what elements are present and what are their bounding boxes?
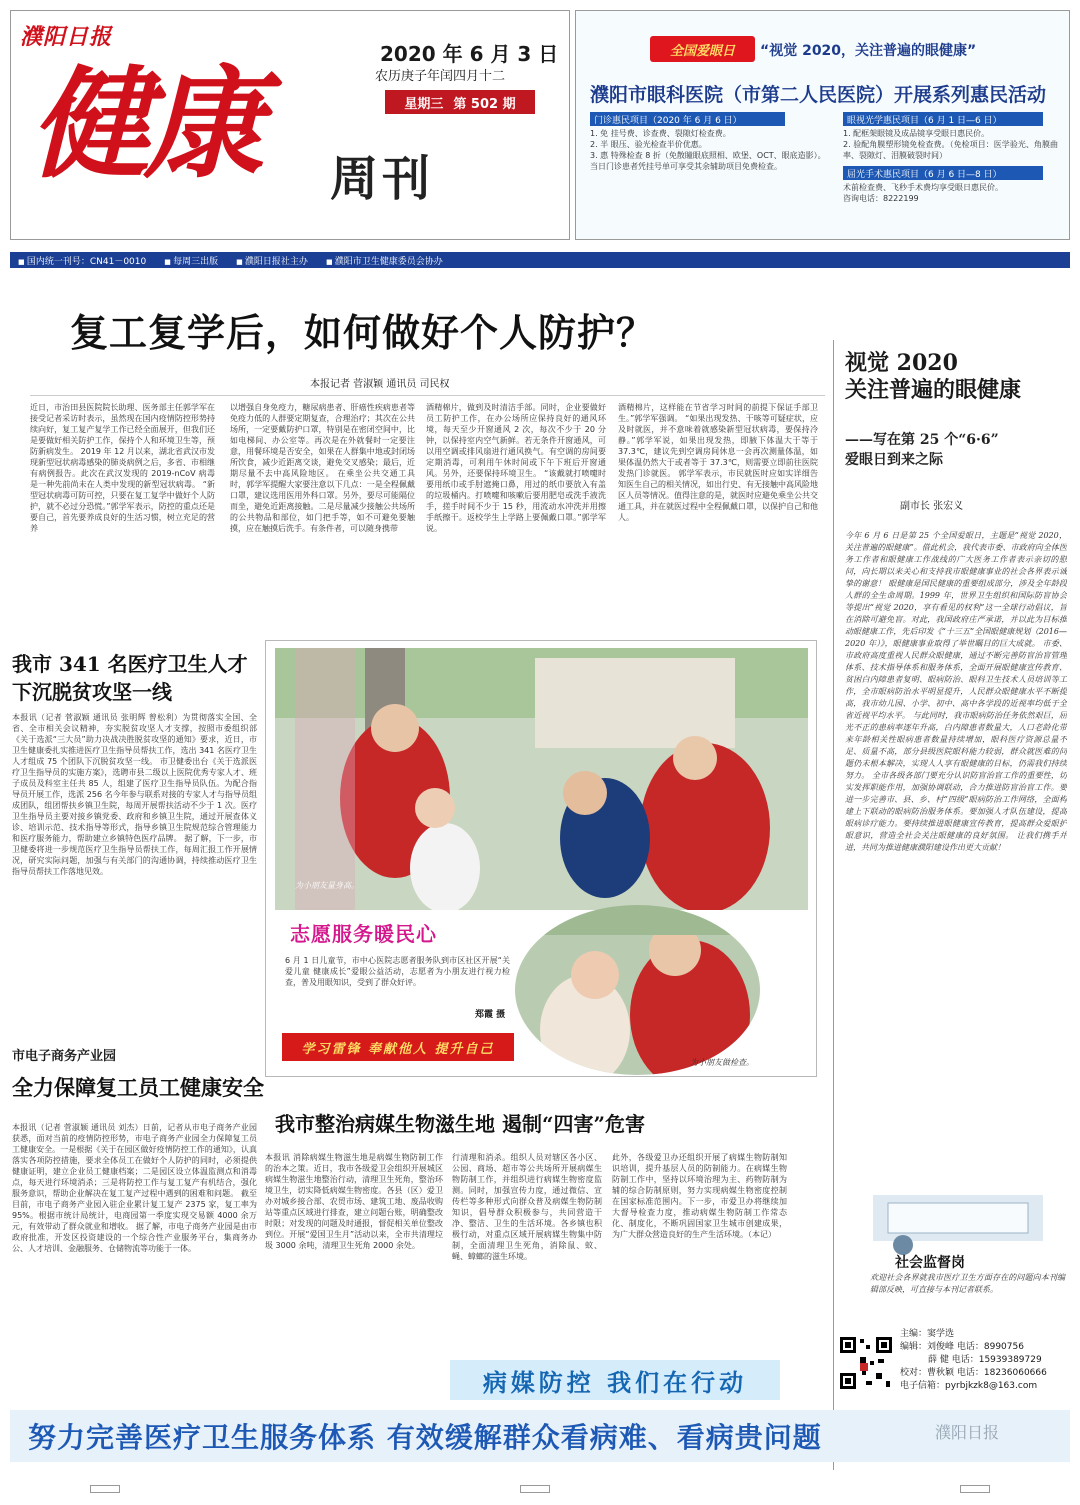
info-bar [10, 252, 1070, 268]
paper-logo: 濮阳日报 [20, 24, 113, 50]
vision-body: 今年 6 月 6 日是第 25 个全国爱眼日，主题是“视觉 2020，关注普遍的眼健康”。借此机会，我代表市委、市政府向全体医务工作者和眼健康工作战线的广大医务工作者表示亲切的慰问，向长期以来关心和支持我市眼健康事业的社会各界表示诚挚的谢意！ 眼健康是国民健康的重要组成部分，涉及全年龄段人群的全生命周期。1999 年，世界卫生组织和国际防盲协会等提出“视觉 2020，享有看见的权利”这一全球行动倡议，旨在消除可避免盲。对此，我国政府庄严承诺，并以此为目标推动眼健康工作，先后印发《“十三五”全国眼健康规划（2016—2020 年）》，眼健康事业取得了举世瞩目的巨大成就。 市委、市政府高度重视人民群众眼健康，通过不断完善防盲治盲管理体系、技术指导体系和服务体系，全面开展眼健康宣传教育、贫困白内障患者复明、眼病防治、眼科卫生技术人员培训等工作，全市眼病防治水平明显提升，人民群众眼健康水平不断提高，我市幼儿园、小学、初中、高中各学段的近视率均低于全省近视平均水平。 与此同时，我市眼病防治任务依然艰巨，屈光不正的患病率逐年升高，白内障患者数量大，人口老龄化带来年龄相关性眼病患者数量持续增加，眼科医疗资源总量不足、质量不高，部分县级医院眼科能力较弱，群众就医难的问题仍未根本解决，实现人人享有眼健康的目标，仍需我们持续努力。 全市各级各部门要充分认识防盲治盲工作的重要性，切实发挥职能作用，加强协调联动，合力推进防盲治盲工作。要进一步完善市、县、乡、村“四级”眼病防治工作网络，全面构建上下联动的眼病防治服务体系。要加强人才队伍建设，提高眼病诊疗能力。要持续推进眼健康宣传教育，提高群众爱眼护眼意识，营造全社会关注眼健康的良好氛围。 让我们携手并进，共同为推进健康濮阳建设作出更大贡献！ [845, 531, 1067, 852]
ecommerce-title: 全力保障复工员工健康安全 [12, 1075, 264, 1100]
photo-feature-title: 志愿服务暖民心 [290, 922, 437, 946]
volunteer-photo [275, 648, 808, 910]
hospital-ad-title: 濮阳市眼科医院（市第二人民医院）开展系列惠民活动 [590, 84, 1047, 106]
register-mark [960, 1485, 990, 1493]
checkup-photo [515, 905, 760, 1075]
editor-2: 薛 健 电话：15939389729 [928, 1355, 1042, 1365]
editor-chief: 主编：窦学选 [900, 1329, 955, 1339]
photo-caption-1: 为小朋友量身高。 [295, 881, 359, 890]
proofreader: 校对：曹秋颖 电话：18236060666 [900, 1368, 1047, 1378]
issue-number: 第 502 期 [453, 96, 516, 112]
publish-day: ■ 每周三出版 [164, 254, 218, 267]
issue-bar [385, 90, 535, 114]
weekday: 星期三 [404, 96, 444, 112]
masthead-subtitle: 周刊 [330, 151, 435, 207]
editor-1: 编辑：刘俊峰 电话：8990756 [900, 1342, 1024, 1352]
main-byline: 本报记者 菅淑颖 通讯员 司民权 [310, 379, 450, 390]
main-col-4: 酒精棉片，这样能在节省学习时间的前提下保证手部卫生。”郭学军强调。 “如果出现发热、干咳等可疑症状，应及时就医，并不意味着就感染新型冠状病毒，要保持冷静。”郭学军说，如果出现发热，即腋下体温大于等于 37.3℃，建议先到空调房间休息一会再次测量体温，如果体温仍然大于或者等于 37.3℃，则需要立即前往医院发热门诊就医。 郭学军表示，市民就医时应如实详细告知医生自己的相关情况，如出行史、有无接触中高风险地区人员等情况。值得注意的是，就医时应避免乘坐公共交通工具，并在就医过程中全程佩戴口罩，以保护自己和他人。 [618, 403, 818, 522]
eye-day-logo: 全国爱眼日 [650, 36, 755, 62]
co-sponsor: ■ 濮阳市卫生健康委员会协办 [326, 254, 443, 267]
pest-banner: 病媒防控 我们在行动 [450, 1360, 780, 1400]
poverty-body: 本报讯（记者 菅淑颖 通讯员 张明辉 曾松利）为贯彻落实全国、全省、全市相关会议精神，夯实脱贫攻坚人才支撑，按照市委组织部《关于选派“三大员”助力决战决胜脱贫攻坚的通知》要求，近日，市卫生健康委扎实推进医疗卫生指导员帮扶工作，选出 341 名医疗卫生人才组成 75 个团队下沉脱贫攻坚一线。 市卫健委出台《关于选派医疗卫生指导员的实施方案》，选聘市县二级以上医院优秀专家人才、班子成员及科室主任共 85 人，组建了医疗卫生指导员队伍。为配合指导员开展工作，选派 256 名今年参与联系对接的专家人才与指导员组成团队，组团帮扶乡镇卫生院，每周开展帮扶活动不少于 1 次。医疗卫生指导员主要对接乡镇党委、政府和乡镇卫生院，通过开展查体义诊、培训示范、技术指导等形式，指导乡镇卫生院规范综合管理能力和医疗服务能力，帮助建立乡镇特色医疗品牌。 据了解，下一步，市卫健委将进一步规范医疗卫生指导员帮扶工作，每周汇报工作开展情况，研究实际问题，加强与有关部门的沟通协调，持续推动医疗卫生指导员帮扶工作落地见效。 [12, 713, 257, 876]
checkup-photo-image [515, 905, 760, 1075]
clinic-tag: 门诊惠民项目（2020 年 6 月 6 日） [590, 112, 785, 126]
volunteer-photo-image [275, 648, 808, 910]
masthead-title: 健康 [30, 54, 258, 195]
main-col-2: 以增强自身免疫力，糖尿病患者、肝癌性疾病患者等免疫力低的人群要定期复查，合理治疗；其次在公共场所，一定要戴防护口罩，特别是在密闭空间中，比如电梯间、办公室等。再次是在外就餐时一定要注意，用餐环境是否安全，如果在人群集中地或封闭场所饮食，减少近距离交谈，避免交叉感染；最后，近期尽量不去中高风险地区。 在乘坐公共交通工具时，郭学军提醒大家要注意以下几点：一是全程佩戴口罩，建议选用医用外科口罩。另外，要尽可能隔位而坐，避免近距离接触。二是尽量减少接触公共场所的公共物品和部位，如门把手等，如不可避免要触摸，应在触摸后洗手。有条件者，可以随身携带 [230, 403, 415, 533]
vision-author: 副市长 张宏义 [900, 501, 964, 512]
supervision-body: 欢迎社会各界就我市医疗卫生方面存在的问题向本刊编辑部反映，可直接与本刊记者联系。 [870, 1273, 1065, 1294]
eye-day-slogan: “视觉 2020，关注普遍的眼健康” [760, 43, 977, 59]
lunar-date: 农历庚子年闰四月十二 [375, 69, 506, 84]
clinic-item: 当日门诊患者凭挂号单可享受其余辅助项目免费检查。 [590, 162, 782, 171]
photo-feature-caption: 6 月 1 日儿童节，市中心医院志愿者服务队到市区社区开展“关爱儿童 健康成长”爱眼公益活动，志愿者为小朋友进行视力检查，普及用眼知识，受到了群众好评。 [285, 956, 510, 987]
main-headline: 复工复学后，如何做好个人防护？ [70, 310, 656, 355]
column-rule [833, 340, 834, 1470]
ecommerce-kicker: 市电子商务产业园 [12, 1049, 117, 1064]
surgery-items [843, 182, 1058, 204]
pest-title: 我市整治病媒生物滋生地 遏制“四害”危害 [275, 1112, 645, 1136]
clinic-item: 3. 惠 特殊检查 8 折（免散瞳眼底照相、欧堡、OCT、眼底造影）。 [590, 151, 826, 160]
issn: ■ 国内统一刊号：CN41－0010 [18, 254, 146, 267]
register-mark [90, 1485, 120, 1493]
photo-caption-2: 为小朋友做检查。 [690, 1058, 754, 1067]
editorial-info [900, 1328, 1047, 1393]
surgery-tag: 屈光手术惠民项目（6 月 6 日—8 日） [843, 166, 1043, 180]
hotline: 咨询电话：8222199 [843, 194, 919, 203]
volunteer-banner: 学习雷锋 奉献他人 提升自己 [282, 1033, 514, 1061]
qr-code[interactable] [838, 1335, 894, 1391]
optometry-tag: 眼视光学惠民项目（6 月 1 日—6 日） [843, 112, 1043, 126]
bottom-banner: 努力完善医疗卫生服务体系 有效缓解群众看病难、看病贵问题 [10, 1410, 1070, 1462]
issue-date: 2020 年 6 月 3 日 [380, 42, 559, 66]
optometry-item: 1. 配框架眼镜及成品镜享受眼日惠民价。 [843, 129, 990, 138]
ecommerce-body: 本报讯（记者 菅淑颖 通讯员 刘杰）日前，记者从市电子商务产业园获悉，面对当前的疫情防控形势，市电子商务产业园全力保障复工员工健康安全。一是根据《关于在园区做好疫情防控工作的通知》，认真落实各项防控措施，要求全体员工在做好个人防护的同时，必须提供健康证明，建立企业员工健康档案；二是园区设立体温监测点和消毒点，每天进行环境消杀；三是将防控工作与复工复产有机结合，强化服务意识，帮助企业解决在复工复产过程中遇到的困难和问题。 截至目前，市电子商务产业园入驻企业累计复工复产 2375 家，复工率为 95%。根据市统计局统计，电商园第一季度实现交易额 4000 余万元，有效带动了群众就业和增收。 据了解，市电子商务产业园是由市政府批准，开发区投资建设的一个综合性产业服务平台，集商务办公、人才培训、金融服务、仓储物流等功能于一体。 [12, 1123, 257, 1253]
divider [30, 395, 825, 396]
register-mark [520, 1485, 550, 1493]
sponsor: ■ 濮阳日报社主办 [236, 254, 308, 267]
supervision-title: 社会监督岗 [895, 1255, 965, 1271]
vision-title: 视觉 2020 关注普遍的眼健康 [845, 350, 1022, 403]
watermark: 濮阳日报 [935, 1423, 1000, 1442]
qr-code-icon [838, 1335, 894, 1391]
main-col-1: 近日，市治田县医院院长助理、医务部主任郭学军在接受记者采访时表示，虽然现在国内疫情防控形势持续向好，复工复产复学工作已经全面展开，但我们还是要做好相关防护工作，保持个人和环境卫生等，预防新病发生。 2019 年 12 月以来，湖北省武汉市发现新型冠状病毒感染的肺炎病例之后，多省、市相继有病例报告。此次在武汉发现的 2019-nCoV 病毒是一种先前尚未在人类中发现的新型冠状病毒。 “新型冠状病毒可防可控，只要在复工复学中做好个人防护，就不必过分恐慌。”郭学军表示，防控的重点还是要自己，首先要养成良好的生活习惯，树立充足的营养 [30, 403, 215, 533]
vision-subtitle: ——写在第 25 个“6·6” 爱眼日到来之际 [845, 432, 999, 468]
optometry-items [843, 128, 1058, 161]
email: 电子信箱：pyrbjkzk8@163.com [900, 1381, 1038, 1391]
pest-col-3: 此外，各级爱卫办还组织开展了病媒生物防制知识培训，提升基层人员的防制能力。在病媒生物防制工作中，坚持以环境治理为主、药物防制为辅的综合防制原则，努力实现病媒生物密度控制在国家标准范围内。下一步，市爱卫办将继续加大督导检查力度，推动病媒生物防制工作常态化、制度化，不断巩固国家卫生城市创建成果，为广大群众营造良好的生产生活环境。（本记） [612, 1153, 787, 1239]
main-col-3: 酒精棉片，做到及时清洁手部。同时，企业要做好员工防护工作，在办公场所应保持良好的通风环境，每天至少开窗通风 2 次，每次不少于 20 分钟，以保持室内空气新鲜。若无条件开窗通风，可以用空调或排风扇进行通风换气。有空调的房间要定期消毒，可利用午休时间或下午下班后开窗通风。另外，还要保持环境卫生。 “该戴就打喷嚏时要用纸巾或手肘遮掩口鼻，用过的纸巾要放入有盖的垃圾桶内。打喷嚏和咳嗽后要用肥皂或洗手液洗手，搓手时间不少于 15 秒，用流动水冲洗并用擦手纸擦干。返校学生上学路上要佩戴口罩。”郭学军说。 [426, 403, 606, 533]
clinic-items [590, 128, 835, 172]
poverty-title: 我市 341 名医疗卫生人才 下沉脱贫攻坚一线 [12, 652, 248, 704]
clinic-item: 1. 免 挂号费、诊查费、裂隙灯检查费。 [590, 129, 731, 138]
surgery-item: 术前检查费、飞秒手术费均享受眼日惠民价。 [843, 183, 1003, 192]
pest-col-1: 本报讯 消除病媒生物滋生地是病媒生物防制工作的治本之策。近日，我市各级爱卫会组织开展城区病媒生物滋生地整治行动，清理卫生死角，整治环境卫生，切实降低病媒生物密度。各县（区）爱卫办对城乡接合部、农贸市场、建筑工地、废品收购站等重点区域进行排查，建立问题台账，明确整改时限；对发现的问题及时通报，督促相关单位整改到位。开展“爱国卫生月”活动以来，全市共清理垃圾 3000 余吨，清理卫生死角 2000 余处。 [265, 1153, 443, 1250]
clinic-item: 2. 半 眼压、验光检查半价优惠。 [590, 140, 707, 149]
pest-col-2: 行清理和消杀。组织人员对辖区各小区、公园、商场、超市等公共场所开展病媒生物防制工作，并组织进行病媒生物密度监测。同时，加强宣传力度，通过微信、宣传栏等多种形式向群众普及病媒生物防制知识，倡导群众积极参与，共同营造干净、整洁、卫生的生活环境。各乡镇也积极行动，对重点区域开展病媒生物集中防制，全面清理卫生死角，消除鼠、蚊、蝇、蟑螂的滋生环境。 [452, 1153, 602, 1261]
optometry-item: 2. 验配角膜塑形镜免检查费。（免检项目：医学验光、角膜曲率、裂隙灯、泪膜破裂时间） [843, 140, 1058, 160]
photographer: 郑霞 摄 [475, 1010, 506, 1020]
